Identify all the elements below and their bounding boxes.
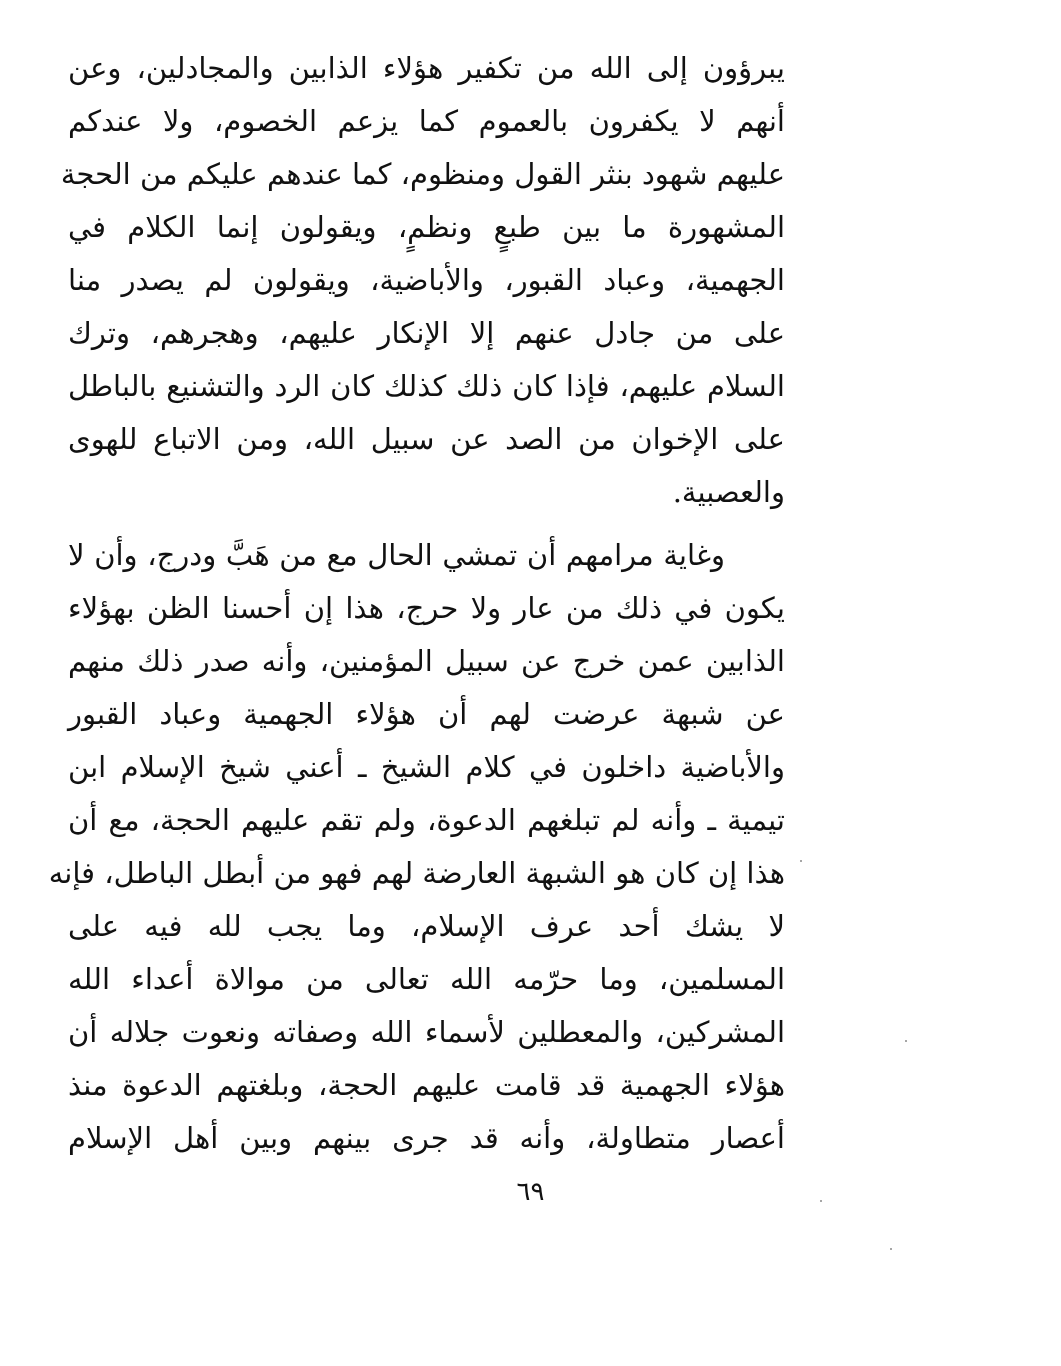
text-line: المسلمين، وما حرّمه الله تعالى من موالاة أعداء الله xyxy=(68,962,785,996)
paragraph-1 xyxy=(60,42,785,519)
text-line: هؤلاء الجهمية قد قامت عليهم الحجة، وبلغتهم الدعوة منذ xyxy=(68,1068,785,1102)
text-line: المشهورة ما بين طبعٍ ونظمٍ، ويقولون إنما الكلام في xyxy=(68,210,785,244)
text-line: عن شبهة عرضت لهم أن هؤلاء الجهمية وعباد القبور xyxy=(68,697,785,731)
text-line: والأباضية داخلون في كلام الشيخ ـ أعني شيخ الإسلام ابن xyxy=(68,750,785,784)
scan-speck xyxy=(890,1248,892,1250)
text-line: السلام عليهم، فإذا كان ذلك كذلك كان الرد والتشنيع بالباطل xyxy=(68,369,785,403)
text-line: وغاية مرامهم أن تمشي الحال مع من هَبَّ ودرج، وأن لا xyxy=(68,538,725,572)
scan-speck xyxy=(800,860,802,862)
text-line: على الإخوان من الصد عن سبيل الله، ومن الاتباع للهوى xyxy=(68,422,785,456)
page-number: ٦٩ xyxy=(516,1177,545,1207)
scan-speck xyxy=(905,1040,907,1042)
paragraph-2 xyxy=(48,529,785,1165)
scan-speck xyxy=(820,1200,822,1202)
text-line: على من جادل عنهم إلا الإنكار عليهم، وهجرهم، وترك xyxy=(68,316,785,350)
text-line: تيمية ـ وأنه لم تبلغهم الدعوة، ولم تقم عليهم الحجة، مع أن xyxy=(68,803,785,837)
text-line: أعصار متطاولة، وأنه قد جرى بينهم وبين أهل الإسلام xyxy=(68,1121,785,1155)
text-line: الجهمية، وعباد القبور، والأباضية، ويقولون لم يصدر منا xyxy=(68,263,785,297)
text-line: عليهم شهود بنثر القول ومنظوم، كما عندهم عليكم من الحجة xyxy=(60,157,785,191)
text-line: لا يشك أحد عرف الإسلام، وما يجب لله فيه على xyxy=(68,909,785,943)
text-line: هذا إن كان هو الشبهة العارضة لهم فهو من أبطل الباطل، فإنه xyxy=(48,856,785,890)
text-line: أنهم لا يكفرون بالعموم كما يزعم الخصوم، ولا عندكم xyxy=(68,104,785,138)
text-line: والعصبية. xyxy=(672,475,785,509)
text-line: المشركين، والمعطلين لأسماء الله وصفاته ونعوت جلاله أن xyxy=(68,1015,785,1049)
text-line: الذابين عمن خرج عن سبيل المؤمنين، وأنه صدر ذلك منهم xyxy=(68,644,785,678)
text-line: يبرؤون إلى الله من تكفير هؤلاء الذابين والمجادلين، وعن xyxy=(68,51,785,85)
text-line: يكون في ذلك من عار ولا حرج، هذا إن أحسنا الظن بهؤلاء xyxy=(68,591,785,625)
